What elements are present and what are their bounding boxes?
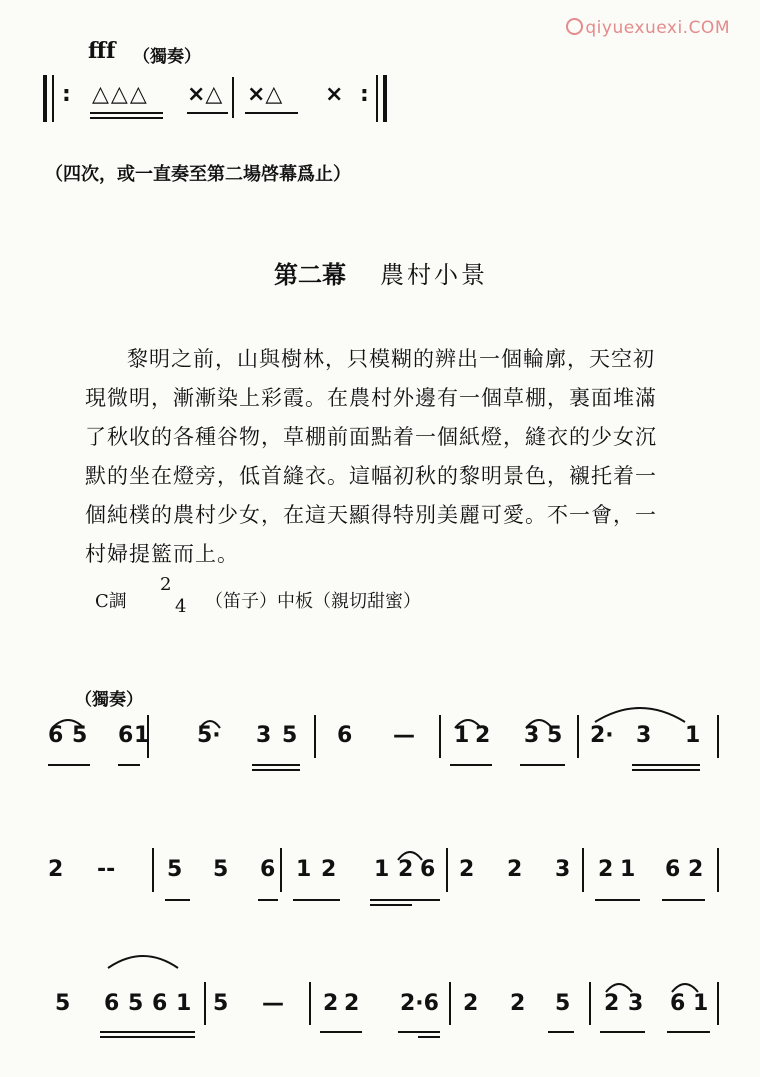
note: 6 — [104, 991, 120, 1016]
note: 2 — [323, 991, 339, 1016]
note: 6 — [118, 723, 134, 748]
instrument-tempo: （笛子）中板（親切甜蜜） — [205, 591, 421, 612]
note: 2 — [598, 857, 614, 882]
note: 1 — [454, 723, 470, 748]
note: 3 — [555, 857, 571, 882]
intro-repeat-note: （四次，或一直奏至第二場啓幕爲止） — [45, 164, 351, 185]
note: 3 — [628, 991, 644, 1016]
note: 5 — [282, 723, 298, 748]
repeat-dots: : — [62, 82, 71, 107]
note: 6 — [152, 991, 168, 1016]
note: 6 — [670, 991, 686, 1016]
watermark-text: qiyuexuexi.COM — [585, 18, 730, 38]
note: 5 — [72, 723, 88, 748]
note: — — [393, 723, 415, 748]
note: 6 — [260, 857, 276, 882]
note: 5 — [213, 857, 229, 882]
note: 1 — [685, 723, 701, 748]
intro-solo-label: （獨奏） — [133, 47, 201, 67]
note: 6 — [420, 857, 436, 882]
note: 2 — [604, 991, 620, 1016]
scene-subtitle: 農村小景 — [380, 261, 488, 289]
scene-description: 黎明之前，山與樹林，只模糊的辨出一個輪廓，天空初現微明，漸漸染上彩霞。在農村外邊有一個草棚，裏面堆滿了秋收的各種谷物，草棚前面點着一個紙燈，縫衣的少女沉默的坐在燈旁，低首縫衣。這幅初秋的黎明景色，襯托着一個純樸的農村少女，在這天顯得特別美麗可愛。不一會，一村婦提籃而上。 — [85, 347, 657, 566]
note: 5 — [555, 991, 571, 1016]
note: 5 — [167, 857, 183, 882]
note: 5 — [55, 991, 71, 1016]
note: 2 — [507, 857, 523, 882]
note: 2· — [590, 723, 614, 748]
intro-note-group-3: ×△ — [247, 82, 283, 107]
note: 2 — [344, 991, 360, 1016]
note: -- — [97, 857, 116, 882]
note: 1 — [374, 857, 390, 882]
note: 1 — [176, 991, 192, 1016]
note: 1 — [134, 723, 150, 748]
note: 5 — [547, 723, 563, 748]
note: 2·6 — [400, 991, 439, 1016]
note: 5· — [197, 723, 221, 748]
time-signature-top: 2 — [160, 574, 172, 595]
note: 3 — [524, 723, 540, 748]
note: 2 — [321, 857, 337, 882]
key-signature: C調 — [95, 591, 127, 612]
note: 2 — [459, 857, 475, 882]
note: 6 — [337, 723, 353, 748]
note: 3 — [256, 723, 272, 748]
note: 1 — [620, 857, 636, 882]
note: 2 — [510, 991, 526, 1016]
note: 2 — [398, 857, 414, 882]
intro-note-group-2: ×△ — [187, 82, 223, 107]
solo-label: （獨奏） — [75, 690, 143, 710]
intro-note-group-1: △△△ — [92, 82, 149, 107]
dynamic-marking: fff — [88, 38, 116, 64]
scene-title: 第二幕 — [274, 260, 346, 289]
note: 5 — [128, 991, 144, 1016]
intro-note-group-4: × — [325, 82, 344, 107]
note: 1 — [693, 991, 709, 1016]
note: 5 — [213, 991, 229, 1016]
note: 2 — [688, 857, 704, 882]
note: 2 — [475, 723, 491, 748]
note: — — [262, 991, 284, 1016]
time-signature-bottom: 4 — [175, 596, 187, 617]
note: 1 — [296, 857, 312, 882]
note: 6 — [665, 857, 681, 882]
note: 6 — [48, 723, 64, 748]
note: 2 — [48, 857, 64, 882]
note: 2 — [463, 991, 479, 1016]
intro-repeat-end-dots: : — [360, 82, 369, 107]
note: 3 — [636, 723, 652, 748]
